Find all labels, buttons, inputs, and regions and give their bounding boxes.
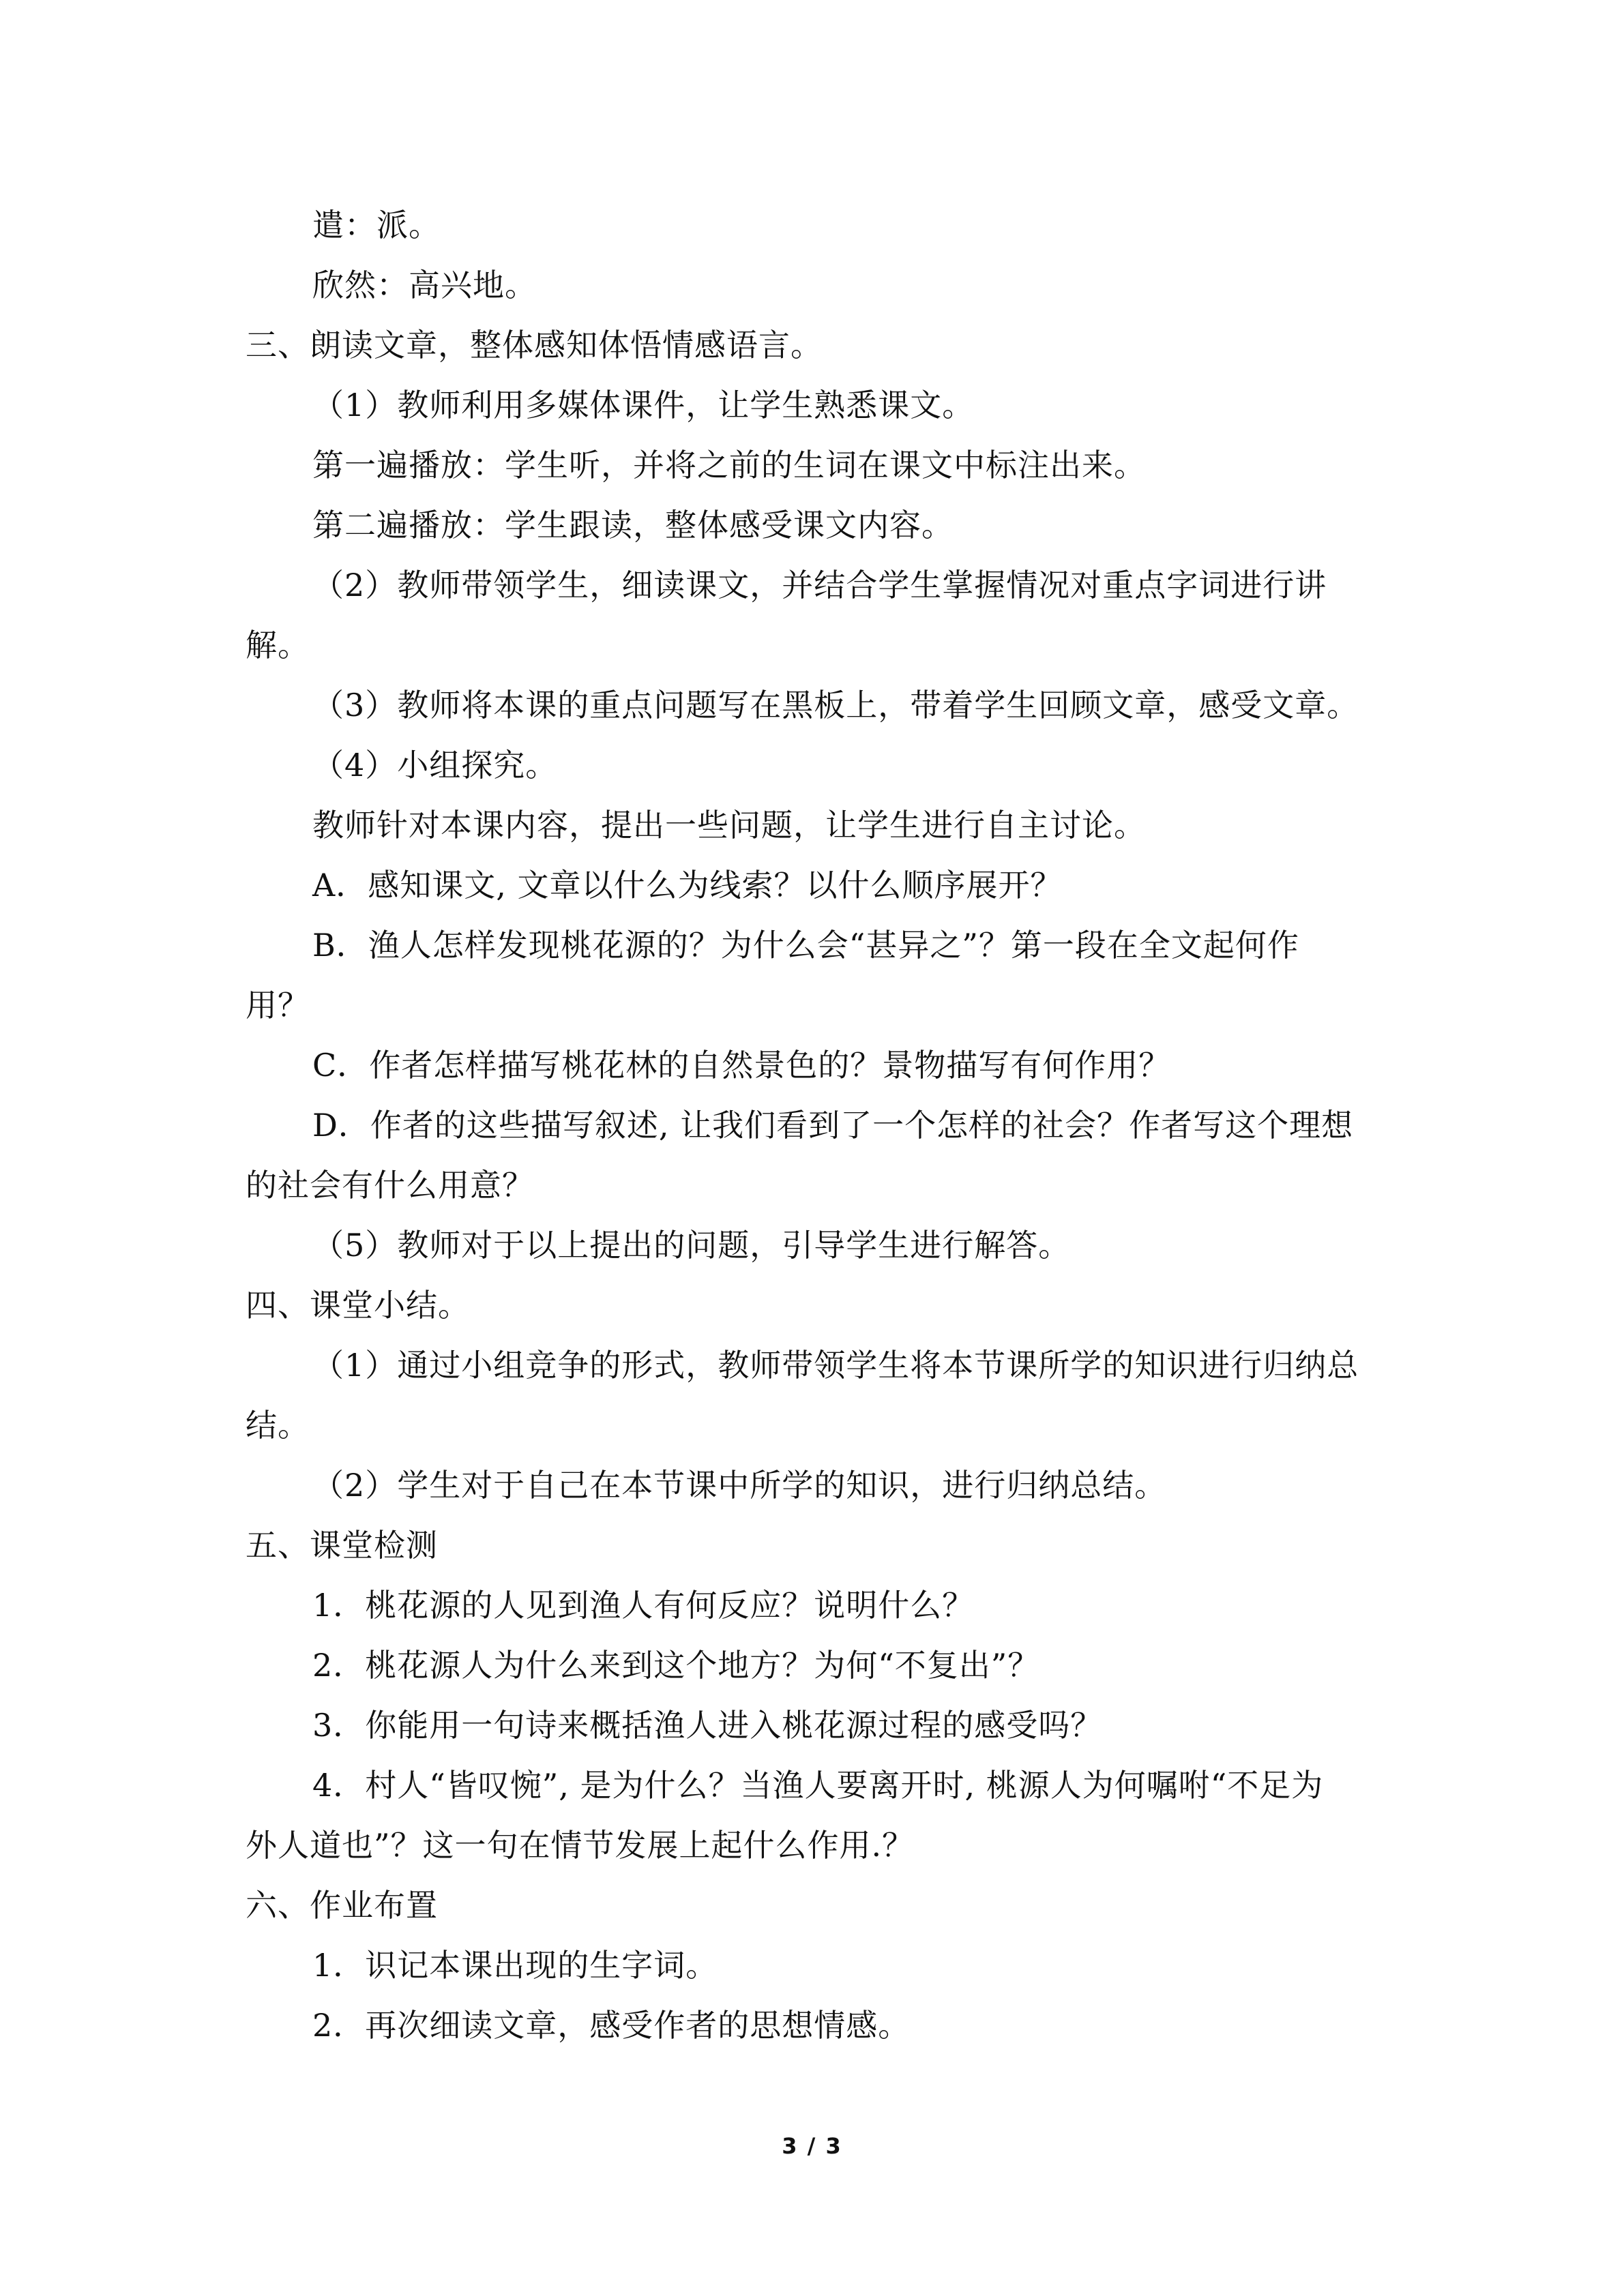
question-line: 的社会有什么用意？ [246, 1167, 534, 1204]
question-line: C．作者怎样描写桃花林的自然景色的？景物描写有何作用？ [312, 1047, 1171, 1084]
question-line: 用？ [246, 987, 310, 1024]
paragraph-line: 第一遍播放：学生听，并将之前的生词在课文中标注出来。 [312, 447, 1146, 483]
paragraph-line: （3）教师将本课的重点问题写在黑板上，带着学生回顾文章，感受文章。 [312, 687, 1359, 724]
question-line: 3．你能用一句诗来概括渔人进入桃花源过程的感受吗？ [312, 1707, 1103, 1744]
paragraph-line: （5）教师对于以上提出的问题，引导学生进行解答。 [312, 1227, 1071, 1264]
paragraph-line: （1）教师利用多媒体课件，让学生熟悉课文。 [312, 387, 975, 423]
question-line: B．渔人怎样发现桃花源的？为什么会“甚异之”？第一段在全文起何作 [312, 927, 1299, 964]
paragraph-line: （2）学生对于自己在本节课中所学的知识，进行归纳总结。 [312, 1467, 1167, 1504]
assignment-line: 1．识记本课出现的生字词。 [312, 1947, 718, 1984]
question-line: 4．村人“皆叹惋”, 是为什么？当渔人要离开时, 桃源人为何嘱咐“不足为 [312, 1767, 1324, 1804]
paragraph-line: （4）小组探究。 [312, 747, 558, 784]
section-heading: 六、作业布置 [246, 1887, 438, 1924]
paragraph-line: 解。 [246, 627, 310, 664]
question-line: A．感知课文, 文章以什么为线索？以什么顺序展开？ [312, 867, 1063, 904]
question-line: 1．桃花源的人见到渔人有何反应？说明什么？ [312, 1587, 975, 1624]
section-heading: 五、课堂检测 [246, 1527, 438, 1564]
paragraph-line: 结。 [246, 1407, 310, 1444]
definition-line: 欣然：高兴地。 [312, 267, 537, 303]
paragraph-line: 第二遍播放：学生跟读，整体感受课文内容。 [312, 507, 954, 543]
definition-line: 遣：派。 [312, 207, 441, 243]
page-number: 3 / 3 [782, 2133, 842, 2159]
assignment-line: 2．再次细读文章，感受作者的思想情感。 [312, 2007, 911, 2044]
paragraph-line: （1）通过小组竞争的形式，教师带领学生将本节课所学的知识进行归纳总 [312, 1347, 1359, 1384]
question-line: 2．桃花源人为什么来到这个地方？为何“不复出”？ [312, 1647, 1040, 1684]
paragraph-line: （2）教师带领学生，细读课文，并结合学生掌握情况对重点字词进行讲 [312, 567, 1327, 603]
question-line: 外人道也”？这一句在情节发展上起什么作用.？ [246, 1827, 915, 1864]
section-heading: 四、课堂小结。 [246, 1287, 470, 1324]
question-line: D．作者的这些描写叙述, 让我们看到了一个怎样的社会？作者写这个理想 [312, 1107, 1354, 1144]
section-heading: 三、朗读文章，整体感知体悟情感语言。 [246, 327, 823, 363]
paragraph-line: 教师针对本课内容，提出一些问题，让学生进行自主讨论。 [312, 807, 1146, 844]
